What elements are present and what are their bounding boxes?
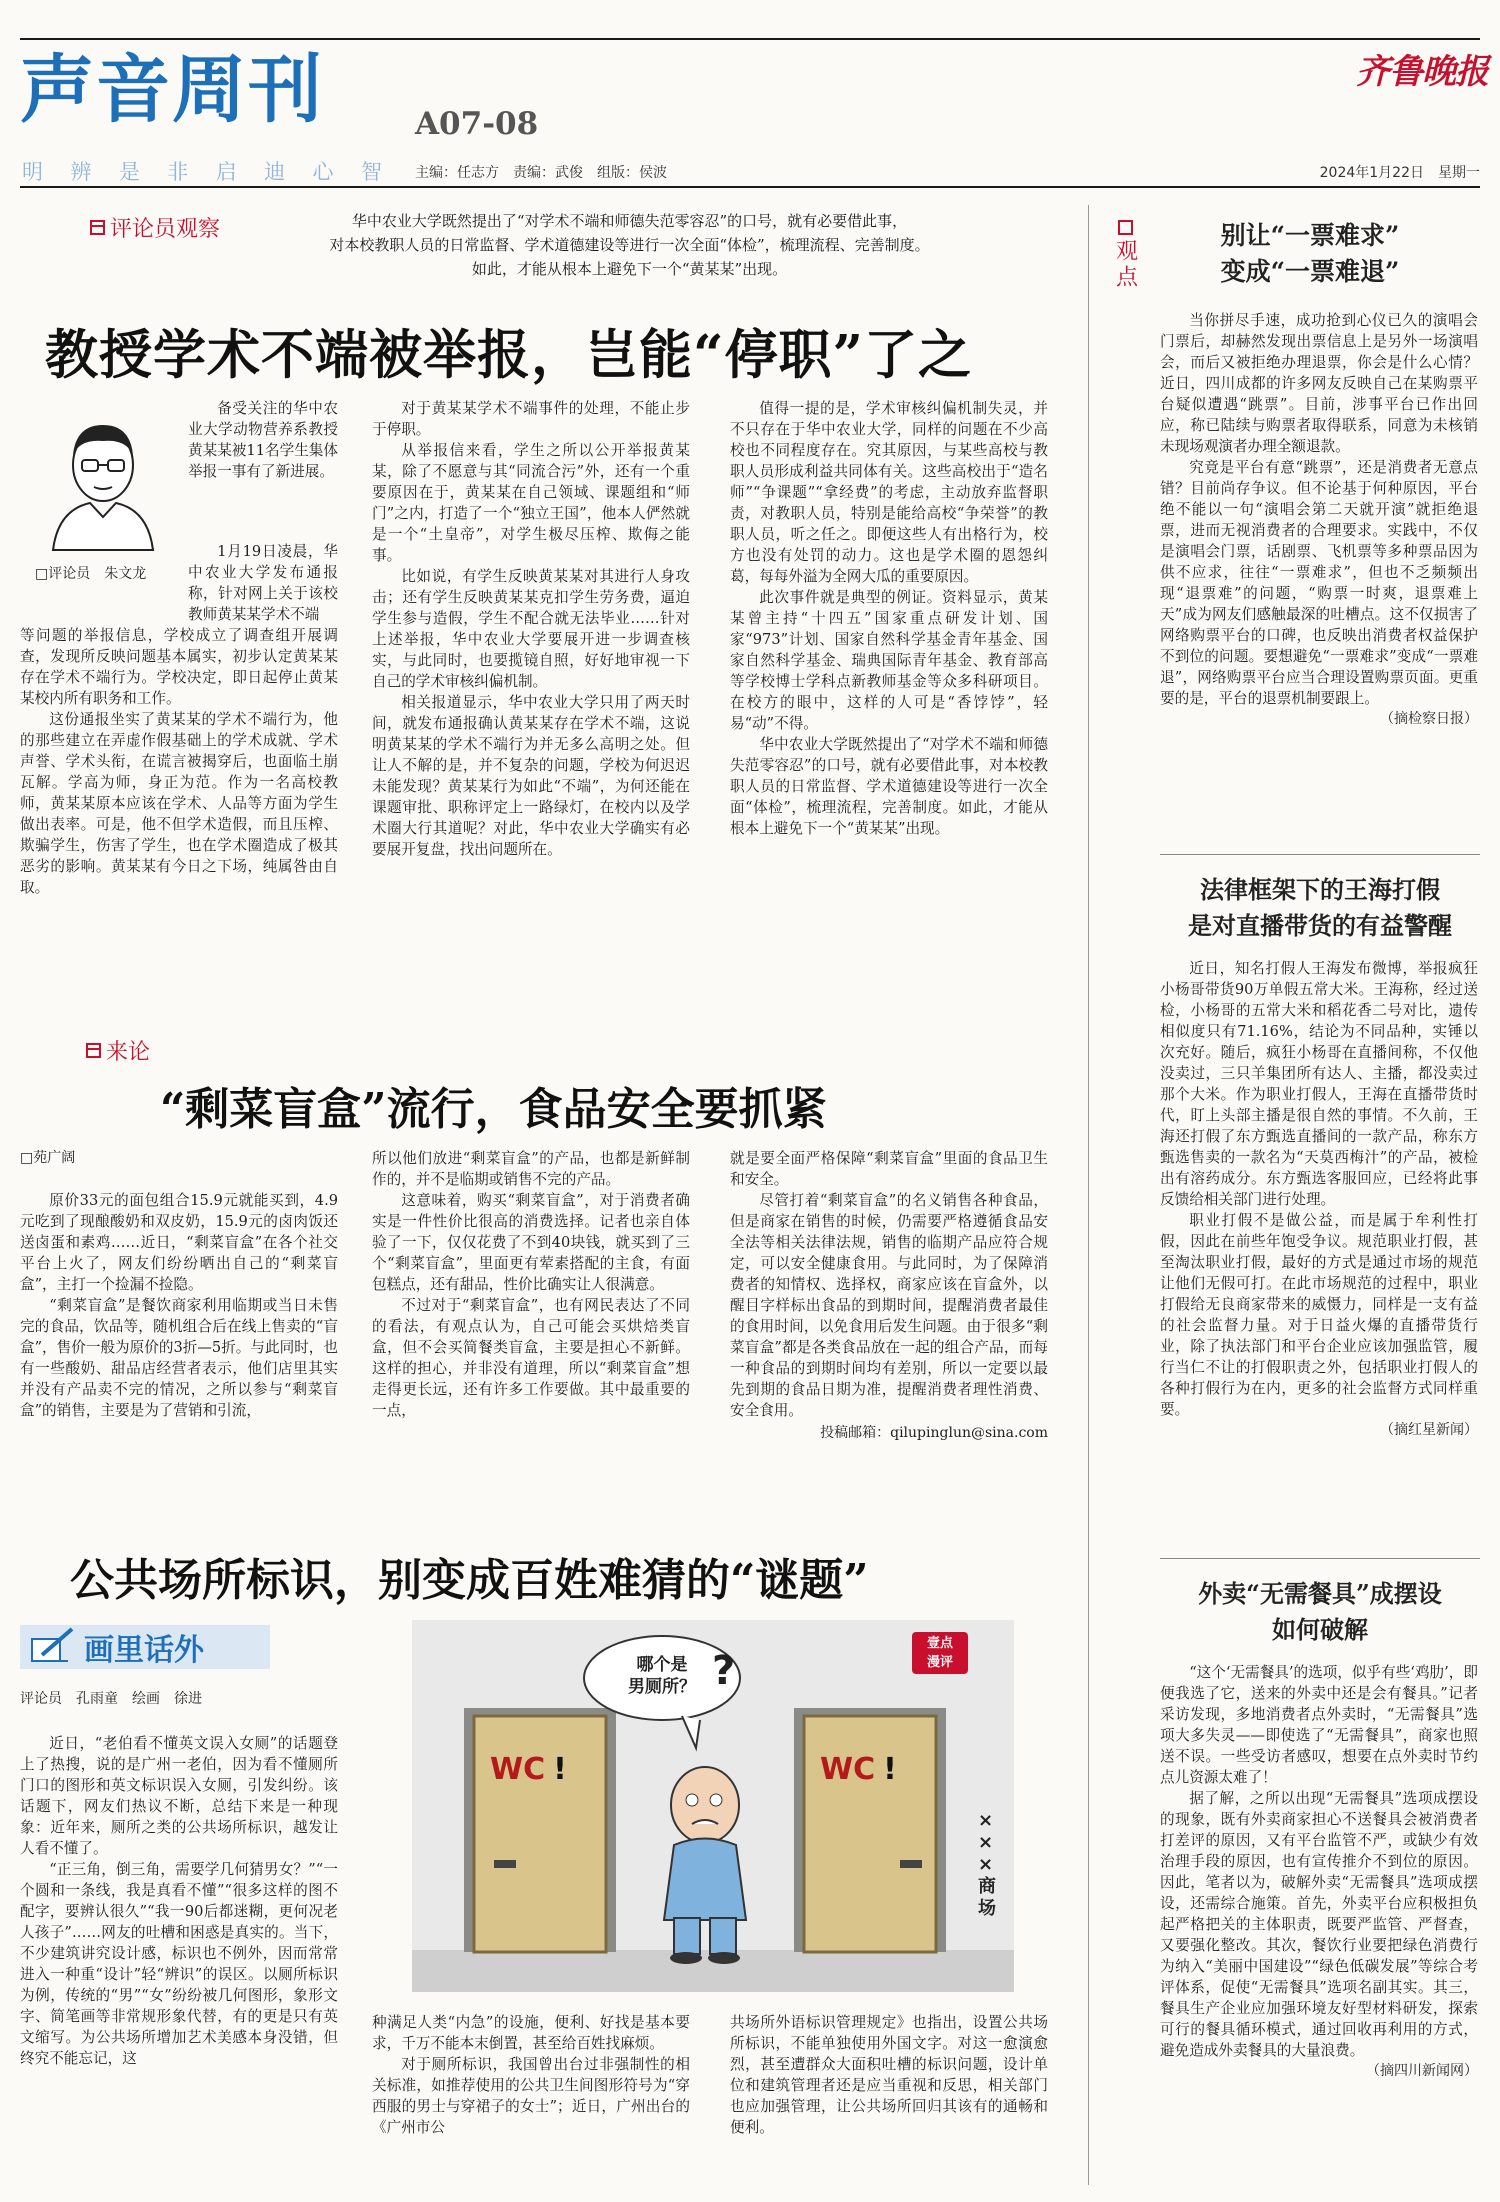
lead-tag <box>90 212 220 243</box>
sidebar3-body <box>1160 1662 1478 2082</box>
left-door-wc: WC <box>490 1752 546 1787</box>
article3-credit: 评论员 孔雨童 绘画 徐进 <box>20 1691 202 1707</box>
headline-line: 法律框架下的王海打假 <box>1200 875 1440 904</box>
paragraph: 原价33元的面包组合15.9元就能买到，4.9元吃到了现酿酸奶和双皮奶，15.9元的卤肉饭还送卤蛋和素鸡……近日，“剩菜盲盒”在各个社交平台上火了，网友们纷纷晒出自己的“剩菜盲盒”，主打一个捡漏不捡隐。 <box>20 1192 338 1293</box>
sidebar3-headline <box>1160 1576 1480 1648</box>
sidebar2-source: （摘红星新闻） <box>1380 1422 1478 1438</box>
question-mark-icon: ? <box>712 1648 736 1694</box>
paragraph: 当你拼尽手速，成功抢到心仪已久的演唱会门票后，却赫然发现出票信息上是另外一场演唱会，而后又被拒绝办理退票，你会是什么心情？近日，四川成都的许多网友反映自己在某购票平台疑似遭遇“跳票”。目前，涉事平台已作出回应，称已陆续与购票者取得联系，同意为未核销未现场观演者办理全额退款。 <box>1160 312 1478 455</box>
summary-line: 华中农业大学既然提出了“对学术不端和师德失范零容忍”的口号，就有必要借此事， <box>351 212 908 230</box>
slogan-char: 智 <box>360 160 382 184</box>
top-rule <box>20 38 1480 40</box>
lead-col3 <box>730 398 1048 839</box>
masthead <box>0 0 1500 190</box>
badge-line: 漫评 <box>926 1655 953 1670</box>
pen-icon <box>28 1625 78 1669</box>
brand-logo: 齐鲁晚报 <box>1356 52 1488 92</box>
paragraph: 等问题的举报信息，学校成立了调查组开展调查，发现所反映问题基本属实，初步认定黄某某存在学术不端行为。学校决定，即日起停止黄某某校内所有职务和工作。 <box>20 627 338 707</box>
paragraph: 备受关注的华中农业大学动物营养系教授黄某某被11名学生集体举报一事有了新进展。 <box>188 400 338 480</box>
paragraph: 此次事件就是典型的例证。资料显示，黄某某曾主持“十四五”国家重点研发计划、国家“973”计划、国家自然科学基金青年基金、国家自然科学基金、瑞典国际青年基金、教育部高等学校博士学科点新教师基金等众多科研项目。在校方的眼中，这样的人可是“香饽饽”，轻易“动”不得。 <box>730 589 1048 732</box>
right-door-label <box>820 1752 897 1787</box>
headline-line: 变成“一票难退” <box>1220 257 1400 286</box>
paragraph: 共场所外语标识管理规定》也指出，设置公共场所标识，不能单独使用外国文字。对这一愈演愈烈，甚至遭群众大面积吐槽的标识问题，设计单位和建筑管理者还是应当重视和反思，相关部门也应加强管理，让公共场所回归其该有的通畅和便利。 <box>730 2014 1048 2136</box>
paragraph: 就是要全面严格保障“剩菜盲盒”里面的食品卫生和安全。 <box>730 1150 1048 1188</box>
sidebar-tag-label: 观点 <box>1112 239 1138 291</box>
summary-line: 如此，才能从根本上避免下一个“黄某某”出现。 <box>471 260 788 278</box>
comic-badge <box>912 1634 968 1672</box>
speech-text <box>610 1654 714 1698</box>
speech-line: 男厕所？ <box>628 1677 696 1697</box>
lead-col1 <box>20 625 338 898</box>
slogan-char: 辨 <box>70 160 92 184</box>
lead-byline: □评论员 朱文龙 <box>35 566 147 582</box>
paragraph: 所以他们放进“剩菜盲盒”的产品，也都是新鲜制作的，并不是临期或销售不完的产品。 <box>372 1150 690 1188</box>
lead-intro <box>188 398 338 482</box>
exclamation-icon: ! <box>553 1752 567 1787</box>
article2-col3 <box>730 1148 1048 1444</box>
paragraph: 这份通报坐实了黄某某的学术不端行为，他的那些建立在弄虚作假基础上的学术成就、学术声誉、学术头衔，在谎言被揭穿后，也面临土崩瓦解。学高为师，身正为范。作为一名高校教师，黄某某原本应该在学术、人品等方面为学生做出表率。可是，他不但学术造假，而且压榨、欺骗学生，伤害了学生，也在学术圈造成了极其恶劣的影响。黄某某有今日之下场，纯属咎由自取。 <box>20 711 338 896</box>
editors-line: 主编：任志方 责编：武俊 组版：侯波 <box>415 165 667 181</box>
column-tag-label: 画里话外 <box>84 1633 204 1668</box>
sidebar1-source: （摘检察日报） <box>1380 711 1478 727</box>
paragraph: 对于黄某某学术不端事件的处理，不能止步于停职。 <box>372 400 690 438</box>
paragraph: 近日，“老伯看不懂英文误入女厕”的话题登上了热搜，说的是广州一老伯，因为看不懂厕所门口的图形和英文标识误入女厕，引发纠纷。该话题下，网友们热议不断，总结下来是一种现象：近年来，厕所之类的公共场所标识，越发让人看不懂了。 <box>20 1735 338 1857</box>
sidebar2-headline <box>1160 872 1480 944</box>
headline-line: 是对直播带货的有益警醒 <box>1188 911 1452 940</box>
exclamation-icon: ! <box>883 1752 897 1787</box>
slogan-char: 是 <box>118 160 140 184</box>
paragraph: 相关报道显示，华中农业大学只用了两天时间，就发布通报确认黄某某存在学术不端，这说明黄某某的学术不端行为并无多么高明之处。但让人不解的是，并不复杂的问题，学校为何迟迟未能发现？黄某某行为如此“不端”，为何还能在课题审批、职称评定上一路绿灯，在校内以及学术圈大行其道呢？对此，华中农业大学确实有必要展开复盘，找出问题所在。 <box>372 694 690 858</box>
headline-line: 别让“一票难求” <box>1220 221 1400 250</box>
article2-tag <box>86 1035 150 1066</box>
paragraph: 近日，知名打假人王海发布微博，举报疯狂小杨哥带货90万单假五常大米。王海称，经过送检，小杨哥的五常大米和稻花香二号对比，遗传相似度只有71.16%，结论为不同品种，实锤以次充好。随后，疯狂小杨哥在直播间称，不仅他没卖过，三只羊集团所有达人、主播，都没卖过那个大米。作为职业打假人，王海在直播带货时代，盯上头部主播是很自然的事情。不久前，王海还打假了东方甄选直播间的一款产品，称东方甄选售卖的一款名为“天莫西梅汁”的产品，被检出有溶药成分。东方甄选客服回应，已经将此事反馈给相关部门进行处理。 <box>1160 960 1478 1208</box>
paragraph: “剩菜盲盒”是餐饮商家利用临期或当日未售完的食品，饮品等，随机组合后在线上售卖的“盲盒”，售价一般为原价的3折—5折。与此同时，也有一些酸奶、甜品店经营者表示，他们店里其实并没有产品卖不完的情况，之所以参与“剩菜盲盒”的销售，主要是为了营销和引流， <box>20 1297 338 1419</box>
mall-sign: ×××商场 <box>978 1810 996 1919</box>
paragraph: 1月19日凌晨，华中农业大学发布通报称，针对网上关于该校教师黄某某学术不端 <box>188 543 338 623</box>
paragraph: 不过对于“剩菜盲盒”，也有网民表达了不同的看法，有观点认为，自己可能会买烘焙类盲盒，但不会买简餐类盲盒，主要是担心不新鲜。这样的担心，并非没有道理，所以“剩菜盲盒”想走得更长远，还有许多工作要做。其中最重要的一点， <box>372 1297 690 1419</box>
lead-tag-label: 评论员观察 <box>110 217 221 242</box>
speech-line: 哪个是 <box>636 1655 688 1675</box>
article2-col1 <box>20 1190 338 1421</box>
paragraph: 值得一提的是，学术审核纠偏机制失灵，并不只存在于华中农业大学，同样的问题在不少高校也不同程度存在。究其原因，与某些高校与教职人员形成利益共同体有关。这些高校出于“造名师”“争课题”“拿经费”的考虑，主动放弃监督职责，对教职人员，特别是能给高校“争荣誉”的教职人员，听之任之。即便这些人有出格行为，校方也没有处罚的动力。这也是学术圈的恩怨纠葛，每每外溢为全网大瓜的重要原因。 <box>730 400 1048 585</box>
paragraph: “这个‘无需餐具’的选项，似乎有些‘鸡肋’，即便我选了它，送来的外卖中还是会有餐具。”记者采访发现，多地消费者点外卖时，“无需餐具”选项大多失灵——即使选了“无需餐具”，商家也照送不误。一些受访者感叹，想要在点外卖时节约点儿资源太难了！ <box>1160 1664 1478 1786</box>
issue-date: 2024年1月22日 星期一 <box>1319 165 1480 181</box>
lead-col1-upper <box>188 541 338 625</box>
slogan-char: 启 <box>215 160 237 184</box>
right-door-wc: WC <box>820 1752 876 1787</box>
summary-line: 对本校教职人员的日常监督、学术道德建设等进行一次全面“体检”，梳理流程、完善制度。 <box>329 236 930 254</box>
sidebar3-source: （摘四川新闻网） <box>1366 2063 1478 2079</box>
sidebar-rule <box>1160 1558 1480 1559</box>
left-door <box>464 1708 616 1952</box>
article3-col1 <box>20 1733 338 2069</box>
slogan <box>22 156 382 186</box>
sidebar2-body <box>1160 958 1478 1441</box>
slogan-char: 心 <box>312 160 334 184</box>
article3-col2 <box>372 2012 690 2138</box>
lead-summary <box>262 209 997 281</box>
article3-col3 <box>730 2012 1048 2138</box>
contact-email: 投稿邮箱：qilupinglun@sina.com <box>820 1425 1048 1441</box>
paragraph: 据了解，之所以出现“无需餐具”选项成摆设的现象，既有外卖商家担心不送餐具会被消费者打差评的原因，又有平台监管不严，或缺少有效治理手段的原因，也有宣传推介不到位的原因。因此，笔者以为，破解外卖“无需餐具”选项成摆设，还需综合施策。首先，外卖平台应积极担负起严格把关的主体职责，既要严监管、严督查，又要强化整改。其次，餐饮行业要把绿色消费行为纳入“美丽中国建设”“绿色低碳发展”等综合考评体系，促使“无需餐具”选项名副其实。其三，餐具生产企业应加强环境友好型材料研发，探索可行的餐具循环模式，通过回收再利用的方式，避免造成外卖餐具的大量浪费。 <box>1160 1790 1478 2059</box>
masthead-title: 声音周刊 <box>20 47 324 133</box>
masthead-rule <box>20 186 1480 188</box>
sidebar-tag <box>1112 220 1138 291</box>
sidebar-divider <box>1088 205 1089 2185</box>
headline-line: 如何破解 <box>1272 1615 1368 1644</box>
paragraph: 对于厕所标识，我国曾出台过非强制性的相关标准，如推荐使用的公共卫生间图形符号为“穿西服的男士与穿裙子的女士”；近日，广州出台的《广州市公 <box>372 2056 690 2136</box>
sidebar-rule <box>1160 854 1480 855</box>
page-number: A07-08 <box>415 106 539 142</box>
paragraph: 尽管打着“剩菜盲盒”的名义销售各种食品，但是商家在销售的时候，仍需要严格遵循食品安全法等相关法律法规，销售的临期产品应符合规定，可以安全健康食用。与此同时，为了保障消费者的知情权、选择权，商家应该在盲盒外，以醒目字样标出食品的到期时间，提醒消费者最佳的食用时间，以免食用后发生问题。由于很多“剩菜盲盒”都是各类食品放在一起的组合产品，而每一种食品的到期时间均有差别，所以一定要以最先到期的食品日期为准，提醒消费者理性消费、安全食用。 <box>730 1192 1048 1419</box>
sidebar1-body <box>1160 310 1478 730</box>
headline-line: 外卖“无需餐具”成摆设 <box>1198 1579 1442 1608</box>
slogan-char: 迪 <box>264 160 286 184</box>
article2-col2 <box>372 1148 690 1421</box>
paragraph: 职业打假不是做公益，而是属于牟利性打假，因此在前些年饱受争议。规范职业打假，甚至淘汰职业打假，最好的方式是通过市场的规范让他们无假可打。在此市场规范的过程中，职业打假给无良商家带来的威慑力，同样是一支有益的社会监督力量。对于日益火爆的直播带货行业，除了执法部门和平台企业应该加强监管，履行当仁不让的打假职责之外，包括职业打假人的各种打假行为在内，更多的社会监督方式同样重要。 <box>1160 1212 1478 1418</box>
lead-col2 <box>372 398 690 860</box>
cartoon <box>412 1620 1014 1992</box>
paragraph: 从举报信来看，学生之所以公开举报黄某某，除了不愿意与其“同流合污”外，还有一个重要原因在于，黄某某在自己领域、课题组和“师门”之内，打造了一个“独立王国”，他本人俨然就是一个“土皇帝”，对学生极尽压榨、欺侮之能事。 <box>372 442 690 564</box>
tag-square-icon <box>86 1043 101 1058</box>
slogan-char: 非 <box>167 160 189 184</box>
lead-headline: 教授学术不端被举报，岂能“停职”了之 <box>45 324 972 386</box>
paragraph: 华中农业大学既然提出了“对学术不端和师德失范零容忍”的口号，就有必要借此事，对本校教职人员的日常监督、学术道德建设等进行一次全面“体检”，梳理流程，完善制度。如此，才能从根本上避免下一个“黄某某”出现。 <box>730 736 1048 837</box>
sidebar1-headline <box>1180 218 1440 290</box>
paragraph: 这意味着，购买“剩菜盲盒”，对于消费者确实是一件性价比很高的消费选择。记者也亲自体验了一下，仅仅花费了不到40块钱，就买到了三个“剩菜盲盒”，里面更有荤素搭配的主食，有面包糕点，还有甜品，性价比确实让人很满意。 <box>372 1192 690 1293</box>
column-tag-box <box>20 1625 270 1669</box>
paragraph: 种满足人类“内急”的设施，便利、好找是基本要求，千万不能本末倒置，甚至给百姓找麻烦。 <box>372 2014 690 2052</box>
paragraph: “正三角，倒三角，需要学几何猜男女？”“一个圆和一条线，我是真看不懂”“很多这样的图不配字，要辨认很久”“我一90后都迷糊，更何况老人孩子”……网友的吐槽和困惑是真实的。当下，不少建筑讲究设计感，标识也不例外，因而常常进入一种重“设计”轻“辨识”的误区。以厕所标识为例，传统的“男”“女”纷纷被几何图形，象形文字、简笔画等非常规形象代替，有的更是只有英文缩写。为公共场所增加艺术美感本身没错，但终究不能忘记，这 <box>20 1861 338 2067</box>
paragraph: 究竟是平台有意“跳票”，还是消费者无意点错？目前尚存争议。但不论基于何种原因，平台绝不能以一句“演唱会第二天就开演”就拒绝退票，进而无视消费者的合理要求。实践中，不仅是演唱会门票，话剧票、飞机票等多种票品因为供不应求，往往“一票难求”，但也不乏频频出现“退票难”的问题，“购票一时爽，退票难上天”成为网友们感触最深的吐槽点。这不仅损害了网络购票平台的口碑，也反映出消费者权益保护不到位的问题。要想避免“一票难求”变成“一票难退”，网络购票平台应当合理设置购票页面。更重要的是，平台的退票机制要跟上。 <box>1160 459 1478 707</box>
tag-square-icon <box>1118 220 1133 235</box>
author-portrait <box>38 405 168 555</box>
badge-line: 壹点 <box>926 1636 953 1651</box>
paragraph: 比如说，有学生反映黄某某对其进行人身攻击；还有学生反映黄某某克扣学生劳务费，逼迫学生参与造假，学生不配合就无法毕业……针对上述举报，华中农业大学要展开进一步调查核实，与此同时，也要揽镜自照，好好地审视一下自己的学术审核纠偏机制。 <box>372 568 690 690</box>
slogan-char: 明 <box>22 160 43 184</box>
article3-headline: 公共场所标识，别变成百姓难猜的“谜题” <box>70 1555 869 1606</box>
article2-headline: “剩菜盲盒”流行，食品安全要抓紧 <box>160 1084 827 1135</box>
left-door-label <box>490 1752 567 1787</box>
right-door <box>794 1708 946 1952</box>
article2-tag-label: 来论 <box>106 1040 151 1065</box>
article2-byline: □苑广阔 <box>20 1150 76 1166</box>
tag-square-icon <box>90 220 105 235</box>
